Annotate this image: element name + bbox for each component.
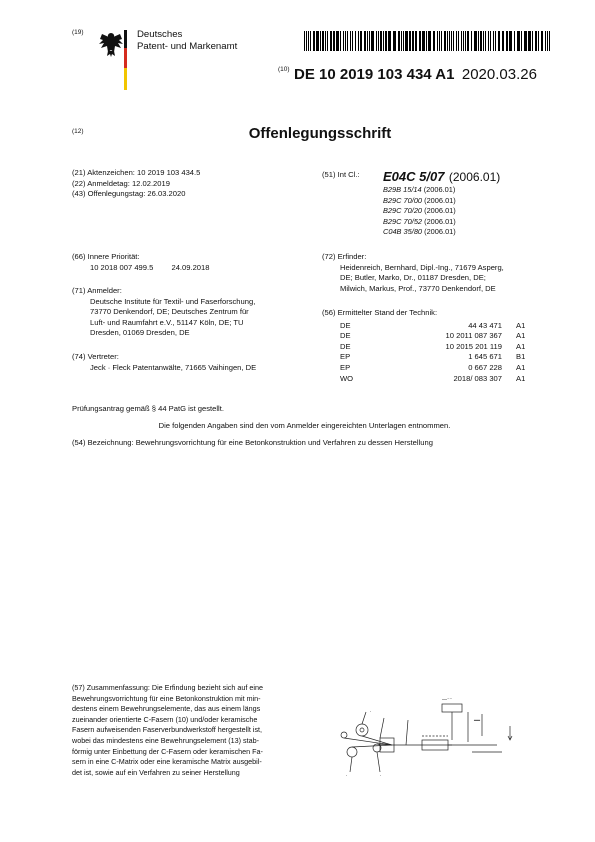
- barcode-bar: [441, 31, 442, 51]
- ipc-main: [383, 168, 500, 186]
- citation-row: [322, 374, 556, 385]
- priority-block: [72, 252, 209, 273]
- barcode-bar: [485, 31, 486, 51]
- filing-data: [72, 168, 200, 200]
- svg-text:━━: ━━: [474, 718, 481, 724]
- representative-line: Jeck · Fleck Patentanwälte, 71665 Vaihingen, DE: [90, 362, 257, 372]
- barcode-bar: [480, 31, 482, 51]
- barcode-bar: [528, 31, 531, 51]
- barcode-bar: [333, 31, 335, 51]
- flag-black-stripe: [124, 30, 127, 48]
- publication-date: 2020.03.26: [461, 66, 537, 83]
- barcode-bar: [463, 31, 464, 51]
- barcode-bar: [444, 31, 446, 51]
- examination-note: Prüfungsantrag gemäß § 44 PatG ist gestellt.: [72, 404, 224, 413]
- barcode-bar: [327, 31, 328, 51]
- roller: [341, 732, 347, 738]
- code-10: (10): [278, 66, 290, 73]
- priority-number: 10 2018 007 499.5: [90, 262, 154, 272]
- barcode-bar: [352, 31, 353, 51]
- citation-row: [322, 363, 556, 374]
- citation-number: 10 2011 087 367: [445, 331, 502, 341]
- barcode-bar: [478, 31, 479, 51]
- ipc-version: (2006.01): [423, 185, 456, 194]
- federal-eagle-logo: [98, 28, 128, 94]
- flag-gold-stripe: [124, 68, 127, 90]
- office-line-2: Patent- und Markenamt: [137, 40, 238, 52]
- barcode-bar: [541, 31, 543, 51]
- barcode-bar: [514, 31, 515, 51]
- publication-line: [278, 66, 537, 84]
- abstract-line: sern in eine C-Matrix oder eine keramische Matrix ausgebil-: [72, 757, 262, 767]
- citation-row: [322, 321, 556, 332]
- representative-block: [72, 352, 256, 373]
- filing-date: (22) Anmeldetag: 12.02.2019: [72, 178, 170, 188]
- barcode-bar: [320, 31, 321, 51]
- barcode-bar: [325, 31, 326, 51]
- barcode-bar: [306, 31, 307, 51]
- barcode: [304, 31, 552, 51]
- ipc-version: (2006.01): [424, 216, 456, 226]
- barcode-bar: [336, 31, 339, 51]
- ipc-row: [383, 185, 456, 196]
- barcode-bar: [415, 31, 417, 51]
- barcode-bar: [343, 31, 344, 51]
- barcode-bar: [453, 31, 454, 51]
- svg-text:.: .: [346, 772, 348, 778]
- ipc-class: B29C 70/00: [383, 195, 423, 205]
- barcode-bar: [383, 31, 384, 51]
- barcode-bar: [355, 31, 356, 51]
- citation-country: EP: [340, 362, 351, 372]
- barcode-bar: [412, 31, 414, 51]
- priority-date: 24.09.2018: [171, 262, 210, 272]
- barcode-bar: [488, 31, 489, 51]
- ipc-row: [383, 227, 456, 238]
- barcode-bar: [405, 31, 408, 51]
- barcode-bar: [358, 31, 359, 51]
- ipc-row: [383, 196, 456, 207]
- barcode-bar: [428, 31, 431, 51]
- barcode-bar: [364, 31, 366, 51]
- citation-country: DE: [340, 331, 351, 341]
- barcode-bar: [490, 31, 491, 51]
- office-name: [137, 29, 237, 52]
- applicant-disclaimer: Die folgenden Angaben sind den vom Anmelder eingereichten Unterlagen entnommen.: [158, 421, 451, 430]
- citation-kind: A1: [516, 341, 526, 351]
- barcode-bar: [502, 31, 504, 51]
- barcode-bar: [471, 31, 472, 51]
- ipc-class: B29C 70/52: [383, 216, 423, 226]
- barcode-bar: [409, 31, 411, 51]
- barcode-bar: [350, 31, 351, 51]
- barcode-bar: [517, 31, 520, 51]
- barcode-bar: [322, 31, 324, 51]
- ipc-list: [383, 185, 456, 238]
- barcode-bar: [532, 31, 533, 51]
- barcode-bar: [538, 31, 539, 51]
- barcode-bar: [313, 31, 315, 51]
- citation-number: 1 645 671: [468, 352, 502, 362]
- citation-number: 2018/ 083 307: [453, 373, 502, 383]
- inventor-block: [322, 252, 504, 294]
- barcode-bar: [439, 31, 440, 51]
- citation-number: 10 2015 201 119: [445, 341, 502, 351]
- ipc-row: [383, 206, 456, 217]
- citation-number: 44 43 471: [468, 320, 502, 330]
- inventor-line: Heidenreich, Bernhard, Dipl.-Ing., 71679 Asperg,: [340, 262, 504, 272]
- barcode-bar: [378, 31, 379, 51]
- representative-label: (74) Vertreter:: [72, 352, 119, 361]
- ipc-version: (2006.01): [424, 206, 456, 215]
- barcode-bar: [509, 31, 512, 51]
- publication-date-43: (43) Offenlegungstag: 26.03.2020: [72, 189, 186, 199]
- barcode-bar: [524, 31, 527, 51]
- citation-country: DE: [340, 320, 351, 330]
- barcode-bar: [547, 31, 548, 51]
- citation-kind: A1: [516, 373, 526, 383]
- ipc-main-class: E04C 5/07: [383, 169, 445, 184]
- barcode-bar: [310, 31, 311, 51]
- ipc-main-version: (2006.01): [448, 170, 501, 184]
- abstract-line: wobei das mindestens eine Bewehrungselement (13) stab-: [72, 735, 259, 745]
- prior-art-label: (56) Ermittelter Stand der Technik:: [322, 308, 438, 317]
- applicant-line: Dresden, 01069 Dresden, DE: [90, 328, 190, 338]
- prior-art-block: [322, 308, 556, 384]
- barcode-bar: [419, 31, 421, 51]
- abstract-line: Bewehrungsvorrichtung für eine Betonkonstruktion mit min-: [72, 693, 261, 703]
- citation-country: EP: [340, 352, 351, 362]
- invention-title: (54) Bezeichnung: Bewehrungsvorrichtung für eine Betonkonstruktion und Verfahren zu dessen Herstellung: [72, 438, 433, 447]
- ipc-label: (51) Int Cl.:: [322, 170, 360, 179]
- barcode-bar: [498, 31, 500, 51]
- barcode-bar: [401, 31, 402, 51]
- fiber-spool: [347, 747, 357, 757]
- citation-row: [322, 352, 556, 363]
- barcode-bar: [521, 31, 522, 51]
- barcode-bar: [456, 31, 457, 51]
- ipc-version: (2006.01): [424, 195, 456, 205]
- barcode-bar: [433, 31, 435, 51]
- barcode-bar: [340, 31, 341, 51]
- barcode-bar: [369, 31, 370, 51]
- abstract-line: destens einem Bewehrungselemente, das aus einem längs: [72, 704, 261, 714]
- barcode-bar: [458, 31, 459, 51]
- document-type: Offenlegungsschrift: [248, 125, 392, 142]
- barcode-bar: [388, 31, 391, 51]
- citation-number: 0 667 228: [468, 362, 502, 372]
- barcode-bar: [535, 31, 537, 51]
- barcode-bar: [345, 31, 346, 51]
- inventor-line: DE; Butler, Marko, Dr., 01187 Dresden, DE;: [340, 273, 486, 283]
- barcode-bar: [549, 31, 550, 51]
- application-number: (21) Aktenzeichen: 10 2019 103 434.5: [72, 168, 201, 177]
- citation-kind: B1: [516, 352, 526, 362]
- abstract-line: förmig unter Einbettung der C-Fasern oder keramischen Fa-: [72, 746, 263, 756]
- barcode-bar: [398, 31, 400, 51]
- barcode-bar: [347, 31, 348, 51]
- citation-kind: A1: [516, 320, 526, 330]
- barcode-bar: [304, 31, 305, 51]
- citation-country: WO: [340, 373, 354, 383]
- abstract: [72, 683, 312, 778]
- fiber-spool-core: [360, 728, 364, 732]
- barcode-bar: [474, 31, 477, 51]
- barcode-bar: [308, 31, 309, 51]
- flag-red-stripe: [124, 48, 127, 68]
- barcode-bar: [385, 31, 387, 51]
- barcode-bar: [367, 31, 368, 51]
- barcode-bar: [380, 31, 382, 51]
- abstract-line: zueinander orientierte C-Fasern (10) und/oder keramische: [72, 714, 258, 724]
- citation-country: DE: [340, 341, 351, 351]
- applicant-line: 73770 Denkendorf, DE; Deutsches Zentrum für: [90, 307, 249, 317]
- svg-text:.: .: [370, 708, 372, 714]
- applicant-line: Luft- und Raumfahrt e.V., 51147 Köln, DE; TU: [90, 317, 244, 327]
- barcode-bar: [316, 31, 319, 51]
- office-line-1: Deutsches: [137, 29, 183, 40]
- barcode-bar: [449, 31, 450, 51]
- barcode-bar: [451, 31, 452, 51]
- code-19: (19): [72, 29, 84, 36]
- process-schematic-figure: [322, 690, 522, 780]
- ipc-class: B29C 70/20: [383, 206, 423, 215]
- abstract-line: det ist, sowie auf ein Verfahren zu seiner Herstellung: [72, 767, 240, 777]
- barcode-bar: [393, 31, 396, 51]
- barcode-bar: [465, 31, 466, 51]
- barcode-bar: [506, 31, 508, 51]
- citation-row: [322, 342, 556, 353]
- ipc-class: B29B 15/14: [383, 185, 422, 194]
- barcode-bar: [461, 31, 462, 51]
- ipc-row: [383, 217, 456, 228]
- barcode-bar: [447, 31, 448, 51]
- ipc-class: C04B 35/80: [383, 227, 423, 236]
- inventor-label: (72) Erfinder:: [322, 252, 367, 261]
- abstract-line: (57) Zusammenfassung: Die Erfindung bezieht sich auf eine: [72, 683, 263, 692]
- citation-row: [322, 331, 556, 342]
- barcode-bar: [495, 31, 496, 51]
- barcode-bar: [330, 31, 332, 51]
- citation-kind: A1: [516, 362, 526, 372]
- applicant-line: Deutsche Institute für Textil- und Faserforschung,: [90, 296, 256, 306]
- publication-number: DE 10 2019 103 434 A1: [294, 66, 455, 83]
- barcode-bar: [545, 31, 546, 51]
- code-12: (12): [72, 128, 84, 135]
- barcode-bar: [422, 31, 425, 51]
- barcode-bar: [360, 31, 362, 51]
- svg-text:―⁻⁻: ―⁻⁻: [442, 697, 453, 703]
- barcode-bar: [467, 31, 469, 51]
- barcode-bar: [403, 31, 404, 51]
- priority-entry: [72, 263, 209, 274]
- priority-label: (66) Innere Priorität:: [72, 252, 140, 261]
- fiber-spool: [356, 724, 368, 736]
- barcode-bar: [493, 31, 494, 51]
- applicant-block: [72, 286, 255, 339]
- inventor-line: Milwich, Markus, Prof., 73770 Denkendorf, DE: [340, 283, 496, 293]
- svg-text:.: .: [380, 772, 382, 778]
- barcode-bar: [371, 31, 374, 51]
- barcode-bar: [426, 31, 427, 51]
- barcode-bar: [483, 31, 484, 51]
- citation-kind: A1: [516, 331, 526, 341]
- ipc-version: (2006.01): [424, 227, 456, 236]
- applicant-label: (71) Anmelder:: [72, 286, 122, 295]
- abstract-line: Fasern aufweisenden Faserverbundwerkstoff hergestellt ist,: [72, 725, 263, 735]
- barcode-bar: [376, 31, 377, 51]
- barcode-bar: [437, 31, 438, 51]
